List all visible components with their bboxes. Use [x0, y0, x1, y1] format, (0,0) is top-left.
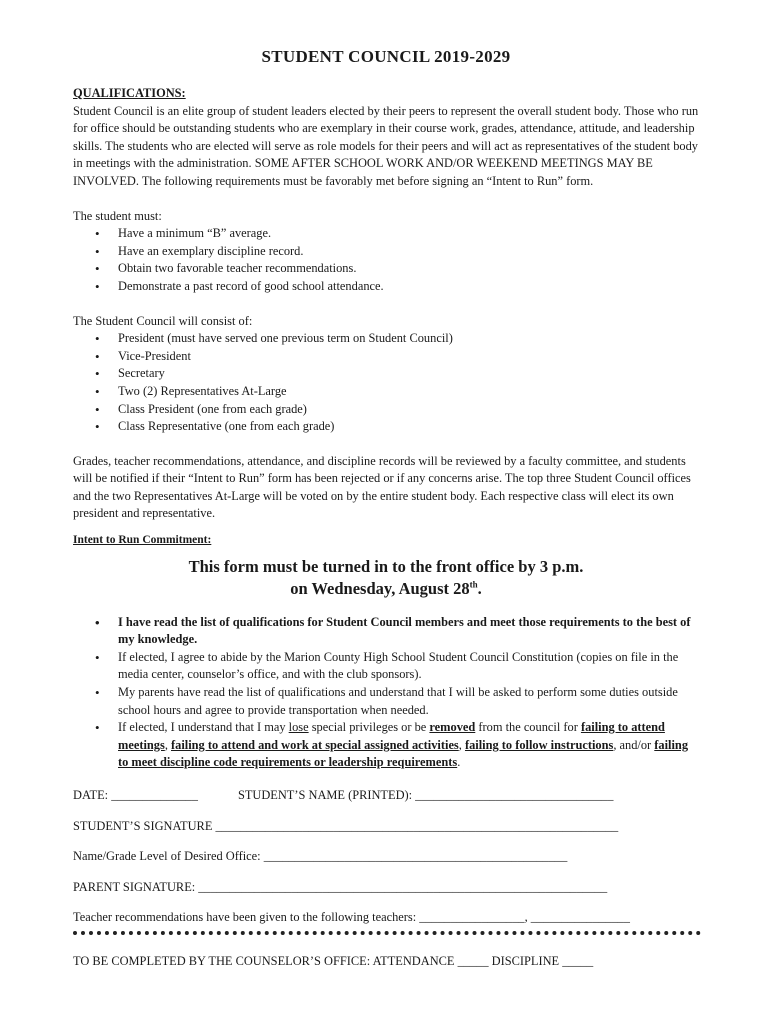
- date-field[interactable]: DATE: ______________: [73, 788, 198, 802]
- qualifications-heading: QUALIFICATIONS:: [73, 86, 186, 100]
- lose-word: lose: [288, 720, 309, 735]
- separator: ,: [458, 737, 465, 752]
- counselor-office-line[interactable]: TO BE COMPLETED BY THE COUNSELOR’S OFFICE: ATTENDANCE _____ DISCIPLINE _____: [73, 953, 594, 968]
- privileges-text: If elected, I understand that I may: [118, 720, 289, 735]
- privileges-text: from the council for: [475, 720, 581, 735]
- deadline-period: .: [477, 578, 482, 598]
- commitment-list: [73, 614, 699, 772]
- removed-word: removed: [429, 720, 476, 735]
- council-offices-list: [73, 330, 699, 436]
- teacher-recommendations-field[interactable]: Teacher recommendations have been given to the following teachers: _________________, ________________: [73, 910, 630, 925]
- page-title: STUDENT COUNCIL 2019-2029: [261, 47, 511, 66]
- desired-office-field[interactable]: Name/Grade Level of Desired Office: _________________________________________________: [73, 849, 568, 864]
- council-consists-lead: The Student Council will consist of:: [73, 313, 253, 328]
- council-consists-section: [73, 313, 699, 436]
- failing-meetings: failing to attend meetings: [118, 720, 665, 752]
- student-signature-field[interactable]: STUDENT’S SIGNATURE _________________________________________________________________: [73, 818, 619, 833]
- dotted-divider: [73, 931, 701, 935]
- qualifications-intro: Student Council is an elite group of student leaders elected by their peers to represent the overall student body. Those who run for office should be outstanding students who are exemplary in their course work, grades, attendance, attitude, and leadership skills. The students who are elected will serve as role models for their peers and will act as representatives of the student body in meetings with the administration. SOME AFTER SCHOOL WORK AND/OR WEEKEND MEETINGS MAY BE INVOLVED. The following requirements must be favorably met before signing an “Intent to Run” form.: [73, 103, 699, 188]
- list-item: • Class President (one from each grade): [73, 401, 699, 419]
- list-item: • Have a minimum “B” average.: [73, 225, 699, 243]
- form-page: [73, 46, 699, 971]
- qualifications-section: [73, 85, 699, 191]
- student-must-lead: The student must:: [73, 208, 162, 223]
- signature-fields: [73, 787, 699, 927]
- list-item: • Two (2) Representatives At-Large: [73, 383, 699, 401]
- list-item: • President (must have served one previous term on Student Council): [73, 330, 699, 348]
- period: .: [457, 755, 461, 770]
- failing-discipline: failing to meet discipline code requirements or leadership requirements: [118, 737, 689, 770]
- commitment-item-parents: • My parents have read the list of qualifications and understand that I will be asked to perform some duties outside school hours and agree to provide transportation when needed.: [73, 684, 699, 719]
- privileges-text: special privileges or be: [308, 720, 430, 735]
- list-item: • Demonstrate a past record of good school attendance.: [73, 278, 699, 296]
- commitment-item-constitution: • If elected, I agree to abide by the Marion County High School Student Council Constitution (copies on file in the media center, counselor’s office, and with the club sponsors).: [73, 649, 699, 684]
- list-item: • Class Representative (one from each grade): [73, 418, 699, 436]
- list-item: • Have an exemplary discipline record.: [73, 243, 699, 261]
- list-item: • Obtain two favorable teacher recommendations.: [73, 260, 699, 278]
- student-must-list: [73, 225, 699, 295]
- failing-activities: failing to attend and work at special assigned activities: [171, 737, 459, 752]
- student-must-section: [73, 208, 699, 296]
- date-name-row: [73, 787, 699, 805]
- deadline-line-2: [73, 578, 699, 600]
- list-item: • Secretary: [73, 365, 699, 383]
- commitment-item-privileges: [73, 719, 699, 772]
- separator: ,: [164, 737, 172, 752]
- commitment-item-qualifications: • I have read the list of qualifications for Student Council members and meet those requirements to the best of my knowledge.: [73, 614, 699, 649]
- review-paragraph: Grades, teacher recommendations, attendance, and discipline records will be reviewed by a faculty committee, and students will be notified if their “Intent to Run” form has been rejected or if any concerns arise. The top three Student Council offices and the two Representatives At-Large will be voted on by the entire student body. Each respective class will elect its own president and representative.: [73, 453, 691, 521]
- student-name-field[interactable]: STUDENT’S NAME (PRINTED): ________________________________: [237, 788, 614, 802]
- commitment-heading: Intent to Run Commitment:: [73, 534, 212, 547]
- deadline-date: on Wednesday, August 28: [290, 578, 470, 598]
- deadline-notice: [73, 556, 699, 600]
- list-item: • Vice-President: [73, 348, 699, 366]
- failing-instructions: failing to follow instructions: [464, 737, 614, 752]
- deadline-line-1: This form must be turned in to the front office by 3 p.m.: [188, 556, 584, 576]
- separator: , and/or: [613, 737, 655, 752]
- parent-signature-field[interactable]: PARENT SIGNATURE: __________________________________________________________________: [73, 879, 608, 894]
- deadline-date-suffix: th: [469, 579, 478, 590]
